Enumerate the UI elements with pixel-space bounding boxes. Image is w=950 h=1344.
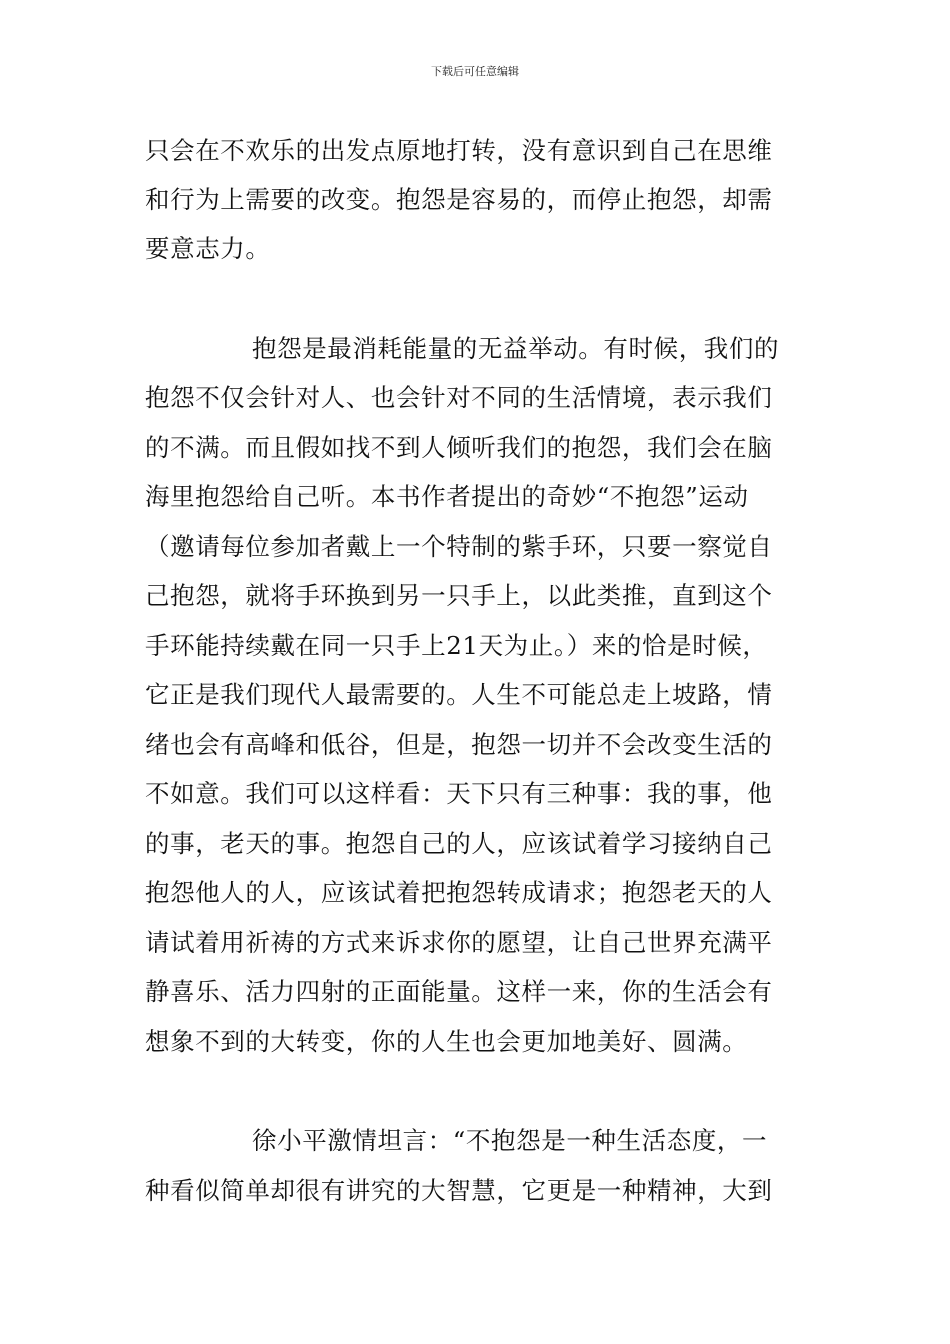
text-line: 种看似简单却很有讲究的大智慧，它更是一种精神，大到 [145, 1176, 773, 1205]
text-line: 抱怨是最消耗能量的无益举动。有时候，我们的 [252, 334, 780, 363]
text-line: 海里抱怨给自己听。本书作者提出的奇妙“不抱怨”运动 [145, 482, 749, 511]
text-line: 要意志力。 [145, 234, 271, 263]
text-line: 的不满。而且假如找不到人倾听我们的抱怨，我们会在脑 [145, 433, 773, 462]
text-line: 静喜乐、活力四射的正面能量。这样一来，你的生活会有 [145, 977, 773, 1006]
text-line: 抱怨不仅会针对人、也会针对不同的生活情境，表示我们 [145, 383, 773, 412]
text-line: 的事，老天的事。抱怨自己的人，应该试着学习接纳自己 [145, 829, 773, 858]
text-line: 不如意。我们可以这样看：天下只有三种事：我的事，他 [145, 779, 773, 808]
text-line: 手环能持续戴在同一只手上21天为止。）来的恰是时候， [145, 631, 768, 660]
text-line: 它正是我们现代人最需要的。人生不可能总走上坡路，情 [145, 680, 773, 709]
text-line: 绪也会有高峰和低谷，但是，抱怨一切并不会改变生活的 [145, 730, 773, 759]
page-header: 下载后可任意编辑 [431, 65, 519, 78]
text-line: 想象不到的大转变，你的人生也会更加地美好、圆满。 [145, 1027, 748, 1056]
text-line: 请试着用祈祷的方式来诉求你的愿望，让自己世界充满平 [145, 928, 773, 957]
text-line: 和行为上需要的改变。抱怨是容易的，而停止抱怨，却需 [145, 185, 773, 214]
text-line: 抱怨他人的人，应该试着把抱怨转成请求；抱怨老天的人 [145, 878, 773, 907]
text-line: （邀请每位参加者戴上一个特制的紫手环，只要一察觉自 [145, 532, 773, 561]
text-line: 徐小平激情坦言：“不抱怨是一种生活态度，一 [252, 1126, 768, 1155]
text-line: 己抱怨，就将手环换到另一只手上，以此类推，直到这个 [145, 581, 773, 610]
text-line: 只会在不欢乐的出发点原地打转，没有意识到自己在思维 [145, 136, 773, 165]
